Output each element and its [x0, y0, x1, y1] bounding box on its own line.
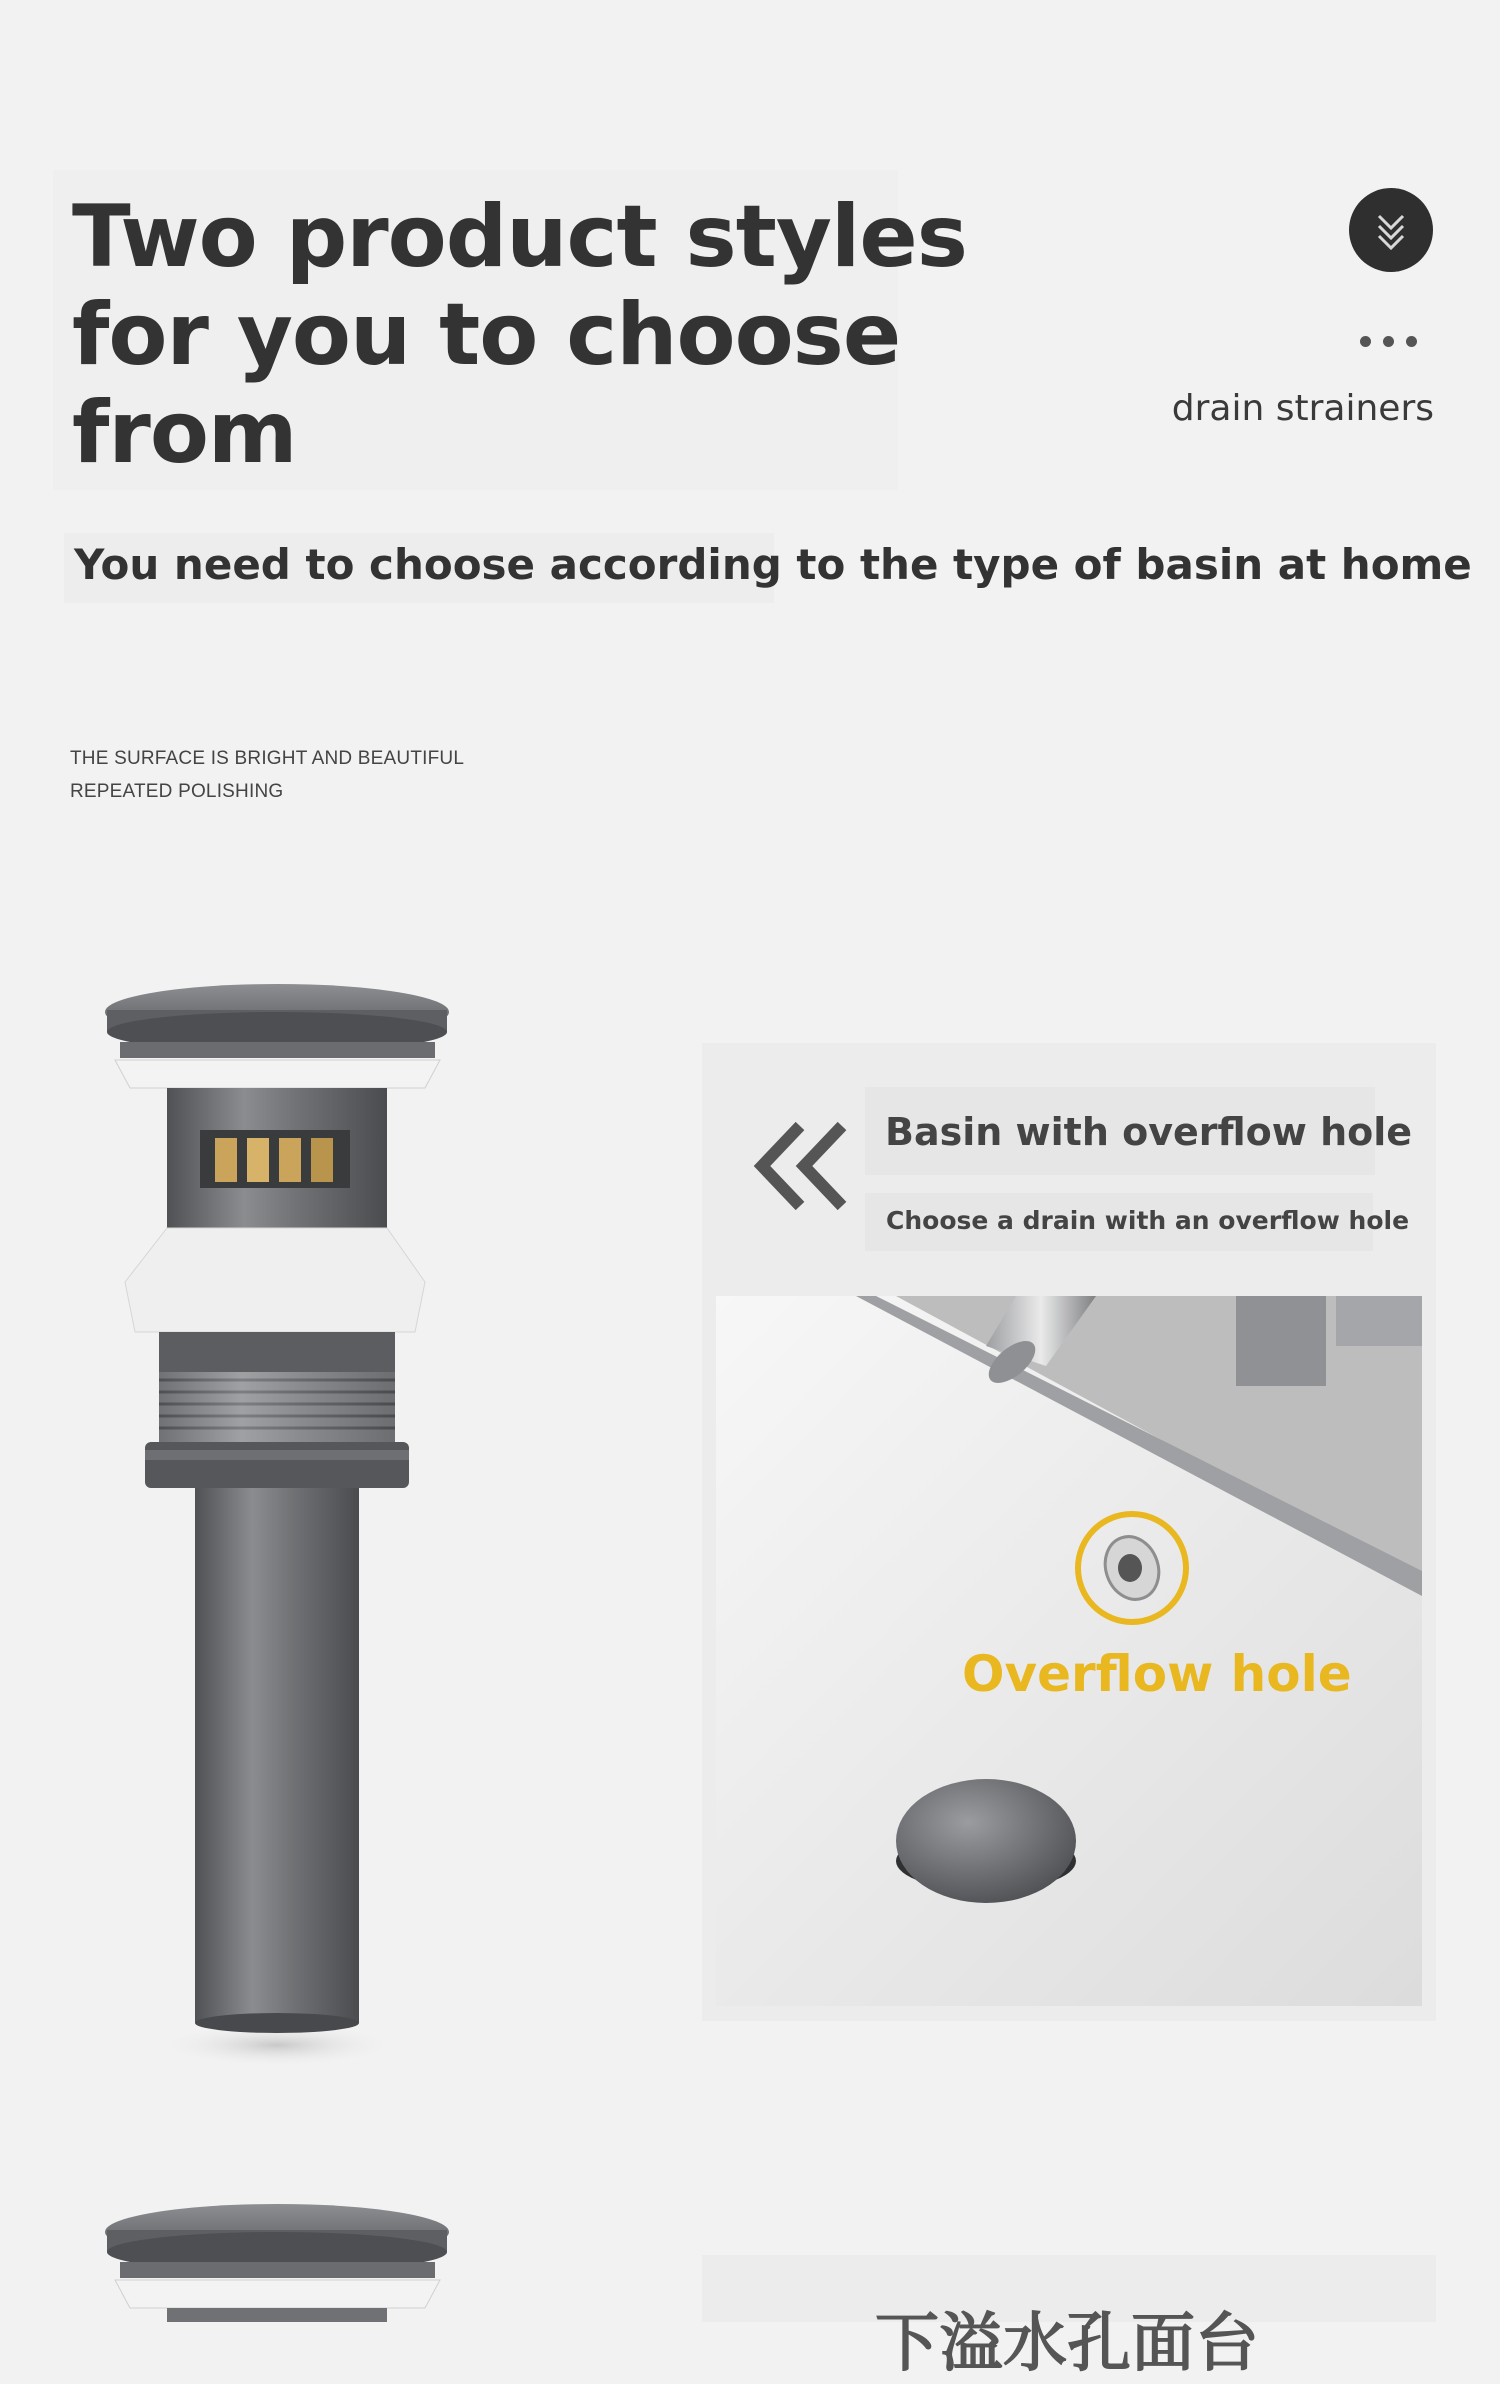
panel2-title: 下溢水孔面台 — [875, 2307, 1259, 2381]
panel-subtitle: Choose a drain with an overflow hole — [886, 1206, 1410, 1235]
caption-line-2: REPEATED POLISHING — [70, 781, 284, 802]
more-dots-icon — [1360, 336, 1417, 347]
pop-up-drain-image-2 — [95, 2180, 465, 2322]
double-chevron-left-icon — [752, 1118, 852, 1214]
title-line-3: from — [72, 383, 297, 483]
panel-title: Basin with overflow hole — [885, 1110, 1413, 1154]
pop-up-drain-image — [95, 960, 465, 2090]
title-line-1: Two product styles — [72, 187, 967, 287]
double-chevron-down-icon — [1371, 208, 1411, 252]
page-subtitle: You need to choose according to the type of basin at home — [74, 540, 1472, 589]
overflow-hole-label: Overflow hole — [962, 1645, 1352, 1703]
caption-line-1: THE SURFACE IS BRIGHT AND BEAUTIFUL — [70, 748, 465, 769]
category-label: drain strainers — [1171, 388, 1434, 429]
scroll-down-button[interactable] — [1349, 188, 1433, 272]
page-title — [72, 188, 972, 482]
title-line-2: for you to choose — [72, 285, 901, 385]
